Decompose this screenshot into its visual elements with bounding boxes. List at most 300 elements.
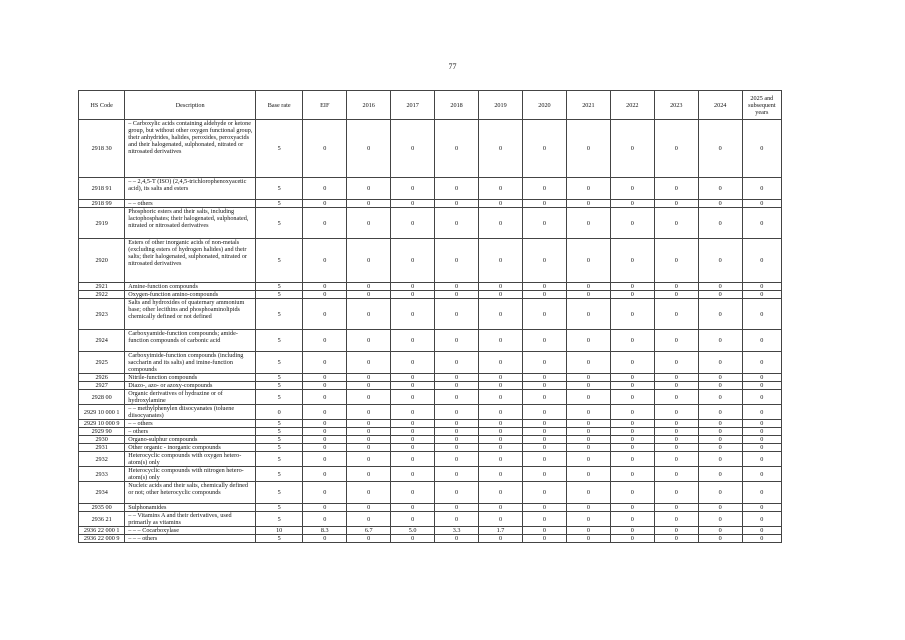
base-rate-cell: 5 [256,299,303,330]
description-cell: – – methylphenylen diisocyanates (toluene diisocyanates) [125,405,256,420]
base-rate-cell: 5 [256,452,303,467]
description-cell: Carboxyamide-function compounds; amide-function compounds of carbonic acid [125,330,256,352]
rate-cell: 0 [610,291,654,299]
rate-cell: 0 [347,420,391,428]
description-cell: Nucleic acids and their salts, chemically defined or not; other heterocyclic compounds [125,482,256,504]
rate-cell: 0 [479,428,523,436]
rate-cell: 0 [391,120,435,178]
description-cell: – – others [125,200,256,208]
column-header: 2022 [610,91,654,120]
base-rate-cell: 5 [256,239,303,283]
description-cell: – – 2,4,5-T (ISO) (2,4,5-trichlorophenoxyacetic acid), its salts and esters [125,178,256,200]
rate-cell: 0 [742,382,781,390]
rate-cell: 0 [435,330,479,352]
rate-cell: 0 [522,467,566,482]
rate-cell: 0 [391,504,435,512]
rate-cell: 0 [479,299,523,330]
rate-cell: 0 [479,512,523,527]
rate-cell: 0 [391,239,435,283]
table-row [79,120,782,178]
rate-cell: 0 [566,420,610,428]
hs-code-cell: 2936 22 000 1 [79,527,125,535]
rate-cell: 0 [610,504,654,512]
rate-cell: 0 [742,405,781,420]
page-number: 77 [448,62,457,71]
rate-cell: 0 [391,444,435,452]
rate-cell: 0 [347,352,391,374]
rate-cell: 0 [479,452,523,467]
rate-cell: 0 [347,178,391,200]
rate-cell: 0 [347,436,391,444]
hs-code-cell: 2936 21 [79,512,125,527]
rate-cell: 0 [347,283,391,291]
base-rate-cell: 5 [256,208,303,239]
table-row [79,299,782,330]
rate-cell: 0 [435,420,479,428]
base-rate-cell: 10 [256,527,303,535]
rate-cell: 0 [742,299,781,330]
hs-code-cell: 2921 [79,283,125,291]
rate-cell: 0 [479,436,523,444]
rate-cell: 0 [566,512,610,527]
rate-cell: 0 [391,374,435,382]
rate-cell: 0 [391,452,435,467]
rate-cell: 0 [303,436,347,444]
rate-cell: 0 [610,200,654,208]
rate-cell: 0 [566,382,610,390]
rate-cell: 0 [566,178,610,200]
rate-cell: 0 [391,420,435,428]
rate-cell: 0 [303,200,347,208]
rate-cell: 0 [391,382,435,390]
rate-cell: 0 [654,291,698,299]
table-row [79,405,782,420]
rate-cell: 0 [522,291,566,299]
rate-cell: 0 [435,467,479,482]
rate-cell: 0 [479,291,523,299]
rate-cell: 0 [522,299,566,330]
column-header: 2021 [566,91,610,120]
rate-cell: 0 [522,120,566,178]
table-row [79,436,782,444]
rate-cell: 0 [654,467,698,482]
description-cell: – – – others [125,535,256,543]
rate-cell: 0 [479,420,523,428]
rate-cell: 0 [347,482,391,504]
rate-cell: 0 [522,420,566,428]
rate-cell: 0 [479,178,523,200]
rate-cell: 0 [347,291,391,299]
hs-code-cell: 2925 [79,352,125,374]
rate-cell: 0 [303,482,347,504]
rate-cell: 0 [347,467,391,482]
rate-cell: 0 [654,283,698,291]
rate-cell: 0 [522,374,566,382]
rate-cell: 0 [654,178,698,200]
rate-cell: 0 [742,239,781,283]
hs-code-cell: 2924 [79,330,125,352]
rate-cell: 0 [698,504,742,512]
rate-cell: 0 [566,535,610,543]
rate-cell: 0 [654,420,698,428]
rate-cell: 0 [654,535,698,543]
rate-cell: 0 [610,352,654,374]
table-row [79,512,782,527]
hs-code-cell: 2922 [79,291,125,299]
rate-cell: 0 [303,504,347,512]
base-rate-cell: 5 [256,444,303,452]
rate-cell: 0 [566,200,610,208]
rate-cell: 0 [742,283,781,291]
base-rate-cell: 5 [256,291,303,299]
table-row [79,452,782,467]
rate-cell: 0 [610,120,654,178]
rate-cell: 0 [742,390,781,405]
rate-cell: 0 [742,208,781,239]
rate-cell: 0 [742,527,781,535]
column-header: 2017 [391,91,435,120]
rate-cell: 0 [610,535,654,543]
hs-code-cell: 2923 [79,299,125,330]
rate-cell: 0 [522,390,566,405]
rate-cell: 0 [654,208,698,239]
rate-cell: 0 [742,467,781,482]
rate-cell: 0 [479,405,523,420]
rate-cell: 0 [303,178,347,200]
rate-cell: 0 [654,200,698,208]
rate-cell: 0 [742,444,781,452]
rate-cell: 0 [654,405,698,420]
rate-cell: 0 [698,482,742,504]
rate-cell: 0 [742,436,781,444]
hs-code-cell: 2918 99 [79,200,125,208]
rate-cell: 0 [391,283,435,291]
hs-code-cell: 2920 [79,239,125,283]
table-header-row [79,91,782,120]
hs-code-cell: 2929 10 000 1 [79,405,125,420]
rate-cell: 0 [522,527,566,535]
rate-cell: 0 [435,178,479,200]
rate-cell: 0 [435,352,479,374]
rate-cell: 0 [610,512,654,527]
hs-code-cell: 2927 [79,382,125,390]
description-cell: Nitrile-function compounds [125,374,256,382]
rate-cell: 0 [303,467,347,482]
table-row [79,291,782,299]
base-rate-cell: 5 [256,374,303,382]
rate-cell: 5.0 [391,527,435,535]
rate-cell: 0 [347,390,391,405]
column-header: 2023 [654,91,698,120]
rate-cell: 0 [698,405,742,420]
rate-cell: 0 [303,512,347,527]
rate-cell: 0 [654,382,698,390]
hs-code-cell: 2932 [79,452,125,467]
base-rate-cell: 5 [256,512,303,527]
rate-cell: 0 [654,299,698,330]
column-header: Description [125,91,256,120]
rate-cell: 0 [435,444,479,452]
table-row [79,382,782,390]
rate-cell: 0 [654,512,698,527]
base-rate-cell: 5 [256,467,303,482]
table-row [79,283,782,291]
rate-cell: 0 [303,299,347,330]
description-cell: Other organic - inorganic compounds [125,444,256,452]
base-rate-cell: 0 [256,405,303,420]
hs-code-cell: 2918 91 [79,178,125,200]
rate-cell: 0 [391,330,435,352]
table-row [79,178,782,200]
base-rate-cell: 5 [256,436,303,444]
rate-cell: 0 [698,452,742,467]
rate-cell: 0 [303,382,347,390]
rate-cell: 0 [654,330,698,352]
description-cell: – – Vitamins A and their derivatives, used primarily as vitamins [125,512,256,527]
rate-cell: 0 [391,200,435,208]
rate-cell: 0 [347,444,391,452]
rate-cell: 0 [347,452,391,467]
rate-cell: 0 [566,444,610,452]
rate-cell: 0 [698,208,742,239]
rate-cell: 0 [303,444,347,452]
base-rate-cell: 5 [256,120,303,178]
hs-code-cell: 2934 [79,482,125,504]
rate-cell: 0 [435,535,479,543]
rate-cell: 0 [347,330,391,352]
rate-cell: 0 [566,467,610,482]
rate-cell: 0 [566,352,610,374]
rate-cell: 0 [610,405,654,420]
rate-cell: 0 [610,436,654,444]
rate-cell: 0 [347,405,391,420]
rate-cell: 0 [742,120,781,178]
rate-cell: 0 [698,527,742,535]
rate-cell: 0 [391,436,435,444]
rate-cell: 0 [610,467,654,482]
hs-code-cell: 2936 22 000 9 [79,535,125,543]
rate-cell: 0 [654,452,698,467]
rate-cell: 0 [698,535,742,543]
rate-cell: 0 [566,299,610,330]
column-header: EIF [303,91,347,120]
rate-cell: 0 [435,374,479,382]
rate-cell: 0 [391,428,435,436]
table-row [79,467,782,482]
hs-code-cell: 2930 [79,436,125,444]
rate-cell: 0 [303,239,347,283]
rate-cell: 0 [391,208,435,239]
rate-cell: 0 [610,374,654,382]
table-row [79,239,782,283]
rate-cell: 0 [522,200,566,208]
rate-cell: 0 [566,283,610,291]
rate-cell: 0 [479,200,523,208]
description-cell: Organic derivatives of hydrazine or of hydroxylamine [125,390,256,405]
description-cell: Esters of other inorganic acids of non-metals (excluding esters of hydrogen halides) and their salts; their halogenated, sulphonated, nitrated or nitrosated derivatives [125,239,256,283]
rate-cell: 0 [303,374,347,382]
base-rate-cell: 5 [256,283,303,291]
rate-cell: 0 [522,452,566,467]
rate-cell: 0 [610,283,654,291]
rate-cell: 0 [479,374,523,382]
description-cell: – – – Cocarboxylase [125,527,256,535]
rate-cell: 0 [391,482,435,504]
rate-cell: 0 [522,178,566,200]
base-rate-cell: 5 [256,352,303,374]
rate-cell: 0 [566,504,610,512]
hs-code-cell: 2918 30 [79,120,125,178]
rate-cell: 0 [654,374,698,382]
rate-cell: 0 [479,239,523,283]
rate-cell: 0 [391,512,435,527]
rate-cell: 0 [654,444,698,452]
rate-cell: 0 [522,405,566,420]
hs-code-cell: 2929 90 [79,428,125,436]
description-cell: Salts and hydroxides of quaternary ammonium base; other lecithins and phosphoaminolipids chemically defined or not defined [125,299,256,330]
rate-cell: 0 [566,239,610,283]
rate-cell: 0 [391,467,435,482]
rate-cell: 0 [566,527,610,535]
base-rate-cell: 5 [256,330,303,352]
rate-cell: 0 [698,178,742,200]
rate-cell: 0 [303,291,347,299]
rate-cell: 0 [303,420,347,428]
rate-cell: 0 [610,482,654,504]
table-row [79,374,782,382]
base-rate-cell: 5 [256,382,303,390]
rate-cell: 0 [698,467,742,482]
rate-cell: 0 [479,467,523,482]
rate-cell: 0 [566,390,610,405]
column-header: 2018 [435,91,479,120]
description-cell: Phosphoric esters and their salts, including lactophosphates; their halogenated, sulphonated, nitrated or nitrosated derivatives [125,208,256,239]
rate-cell: 0 [303,283,347,291]
rate-cell: 0 [654,504,698,512]
rate-cell: 0 [522,208,566,239]
rate-cell: 0 [610,299,654,330]
rate-cell: 0 [522,428,566,436]
rate-cell: 0 [435,283,479,291]
rate-cell: 0 [347,535,391,543]
rate-cell: 0 [698,283,742,291]
rate-cell: 0 [435,390,479,405]
description-cell: – Carboxylic acids containing aldehyde or ketone group, but without other oxygen functional group, their anhydrides, halides, peroxides, peroxyacids and their halogenated, sulphonated, nitrated or nitrosated derivatives [125,120,256,178]
column-header: 2024 [698,91,742,120]
base-rate-cell: 5 [256,390,303,405]
table-row [79,208,782,239]
rate-cell: 0 [479,208,523,239]
rate-cell: 0 [698,390,742,405]
rate-cell: 0 [610,390,654,405]
table-row [79,390,782,405]
rate-cell: 0 [435,428,479,436]
rate-cell: 0 [742,178,781,200]
rate-cell: 0 [698,374,742,382]
rate-cell: 0 [742,291,781,299]
column-header: 2020 [522,91,566,120]
rate-cell: 0 [654,428,698,436]
hs-code-cell: 2926 [79,374,125,382]
rate-cell: 0 [742,200,781,208]
rate-cell: 0 [479,330,523,352]
rate-cell: 0 [610,428,654,436]
rate-cell: 0 [479,382,523,390]
rate-cell: 0 [742,512,781,527]
rate-cell: 0 [303,330,347,352]
rate-cell: 0 [522,283,566,291]
rate-cell: 0 [522,444,566,452]
column-header: 2016 [347,91,391,120]
rate-cell: 0 [566,208,610,239]
description-cell: – others [125,428,256,436]
rate-cell: 0 [522,330,566,352]
rate-cell: 0 [347,120,391,178]
rate-cell: 0 [742,352,781,374]
rate-cell: 0 [522,512,566,527]
rate-cell: 8.3 [303,527,347,535]
rate-cell: 0 [698,291,742,299]
rate-cell: 0 [698,444,742,452]
column-header: Base rate [256,91,303,120]
rate-cell: 0 [391,352,435,374]
rate-cell: 0 [347,374,391,382]
rate-cell: 0 [654,436,698,444]
rate-cell: 0 [566,374,610,382]
rate-cell: 0 [610,444,654,452]
rate-cell: 0 [566,428,610,436]
rate-cell: 0 [479,444,523,452]
rate-cell: 0 [742,535,781,543]
rate-cell: 0 [610,208,654,239]
rate-cell: 0 [742,374,781,382]
base-rate-cell: 5 [256,504,303,512]
description-cell: Diazo-, azo- or azoxy-compounds [125,382,256,390]
table-row [79,428,782,436]
column-header: 2019 [479,91,523,120]
rate-cell: 0 [522,239,566,283]
rate-cell: 0 [522,535,566,543]
description-cell: Organo-sulphur compounds [125,436,256,444]
description-cell: Heterocyclic compounds with oxygen hetero-atom(s) only [125,452,256,467]
rate-cell: 0 [435,452,479,467]
rate-cell: 0 [479,535,523,543]
rate-cell: 0 [303,352,347,374]
rate-cell: 0 [347,504,391,512]
rate-cell: 0 [610,420,654,428]
rate-cell: 0 [742,428,781,436]
base-rate-cell: 5 [256,482,303,504]
description-cell: Carboxyimide-function compounds (including saccharin and its salts) and imine-function compounds [125,352,256,374]
rate-cell: 0 [698,428,742,436]
rate-cell: 0 [303,390,347,405]
rate-cell: 0 [742,330,781,352]
rate-cell: 0 [435,299,479,330]
rate-cell: 0 [435,291,479,299]
column-header: 2025 and subsequent years [742,91,781,120]
table-row [79,482,782,504]
rate-cell: 0 [347,239,391,283]
rate-cell: 0 [610,330,654,352]
rate-cell: 0 [698,239,742,283]
description-cell: Heterocyclic compounds with nitrogen hetero-atom(s) only [125,467,256,482]
base-rate-cell: 5 [256,428,303,436]
rate-cell: 0 [435,482,479,504]
description-cell: – – others [125,420,256,428]
rate-cell: 0 [742,482,781,504]
column-header: HS Code [79,91,125,120]
rate-cell: 0 [347,200,391,208]
